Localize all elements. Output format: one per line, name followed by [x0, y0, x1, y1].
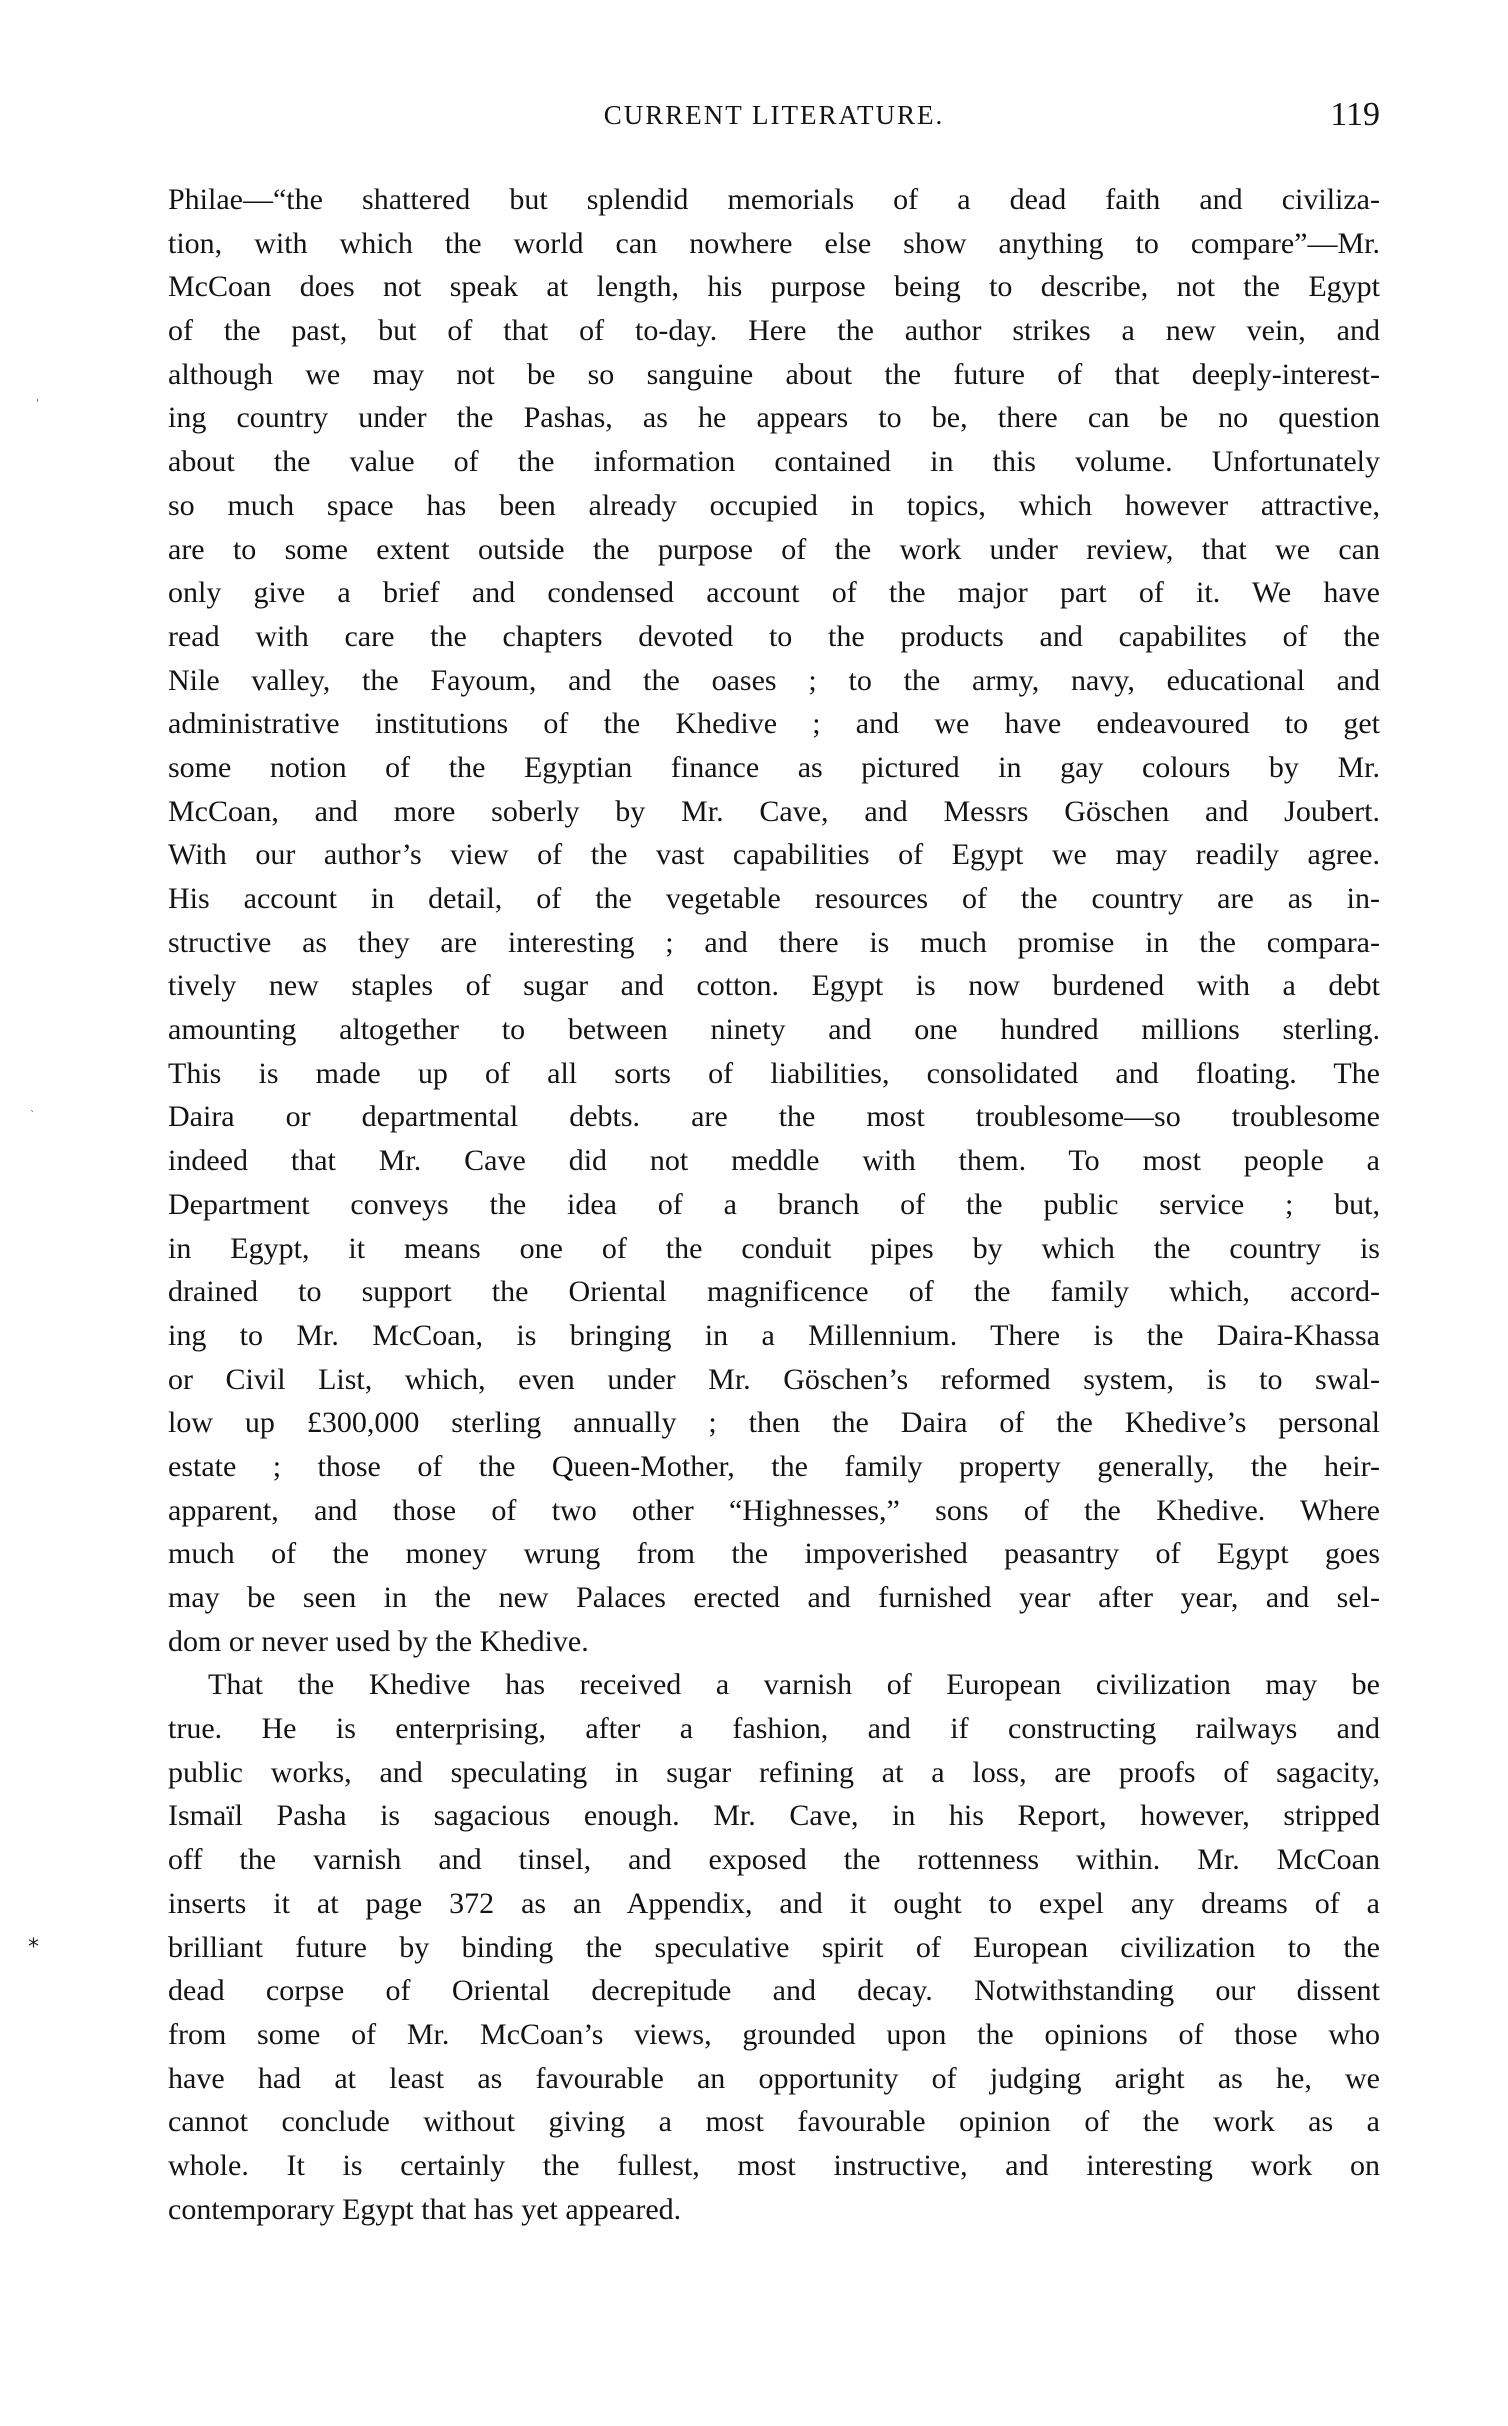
text-line: public works, and speculating in sugar refining at a loss, are proofs of sagacity,	[168, 1755, 1380, 1789]
text-line: apparent, and those of two other “Highnesses,” sons of the Khedive. Where	[168, 1493, 1380, 1527]
text-line: His account in detail, of the vegetable resources of the country are as in-	[168, 882, 1380, 915]
running-title: CURRENT LITERATURE.	[603, 100, 945, 130]
text-line: tion, with which the world can nowhere else show anything to compare”—Mr.	[168, 226, 1380, 260]
text-line: brilliant future by binding the speculative spirit of European civilization to the	[168, 1930, 1380, 1964]
text-line: administrative institutions of the Khedive ; and we have endeavoured to get	[168, 707, 1380, 741]
text-line: With our author’s view of the vast capabilities of Egypt we may readily agree.	[168, 838, 1380, 872]
text-line: dead corpse of Oriental decrepitude and decay. Notwithstanding our dissent	[168, 1974, 1380, 2008]
text-line: indeed that Mr. Cave did not meddle with them. To most people a	[168, 1144, 1380, 1178]
text-line: dom or never used by the Khedive.	[168, 1624, 589, 1658]
text-line: low up £300,000 sterling annually ; then the Daira of the Khedive’s personal	[168, 1406, 1380, 1440]
text-line: ing country under the Pashas, as he appears to be, there can be no question	[168, 401, 1380, 435]
text-line: ing to Mr. McCoan, is bringing in a Millennium. There is the Daira-Khassa	[168, 1318, 1380, 1352]
text-line: This is made up of all sorts of liabilities, consolidated and floating. The	[168, 1056, 1380, 1090]
text-line: true. He is enterprising, after a fashion, and if constructing railways and	[168, 1712, 1380, 1746]
text-line: Philae—“the shattered but splendid memorials of a dead faith and civiliza-	[168, 183, 1380, 216]
text-line: contemporary Egypt that has yet appeared.	[168, 2192, 682, 2226]
text-line: cannot conclude without giving a most favourable opinion of the work as a	[168, 2105, 1380, 2139]
text-line: Department conveys the idea of a branch of the public service ; but,	[168, 1187, 1380, 1221]
text-line: Ismaïl Pasha is sagacious enough. Mr. Cave, in his Report, however, stripped	[168, 1799, 1380, 1833]
paragraph	[168, 1663, 1380, 2231]
body-text	[168, 178, 1380, 2231]
text-line: whole. It is certainly the fullest, most instructive, and interesting work on	[168, 2148, 1380, 2182]
text-line: McCoan does not speak at length, his purpose being to describe, not the Egypt	[168, 270, 1380, 304]
text-line: Nile valley, the Fayoum, and the oases ; to the army, navy, educational and	[168, 663, 1380, 697]
text-line: have had at least as favourable an opportunity of judging aright as he, we	[168, 2061, 1380, 2095]
stray-ink-mark: '	[36, 398, 39, 409]
text-line: may be seen in the new Palaces erected and furnished year after year, and sel-	[168, 1581, 1380, 1614]
text-line: read with care the chapters devoted to the products and capabilites of the	[168, 619, 1380, 653]
text-line: much of the money wrung from the impoverished peasantry of Egypt goes	[168, 1537, 1380, 1571]
paragraph	[168, 178, 1380, 1663]
text-line: estate ; those of the Queen-Mother, the family property generally, the heir-	[168, 1449, 1380, 1483]
text-line: from some of Mr. McCoan’s views, grounded upon the opinions of those who	[168, 2017, 1380, 2051]
text-line: about the value of the information contained in this volume. Unfortunately	[168, 445, 1380, 479]
text-line: of the past, but of that of to-day. Here the author strikes a new vein, and	[168, 314, 1380, 348]
text-line: Daira or departmental debts. are the most troublesome—so troublesome	[168, 1100, 1380, 1134]
text-line: in Egypt, it means one of the conduit pipes by which the country is	[168, 1231, 1380, 1265]
text-line: some notion of the Egyptian finance as pictured in gay colours by Mr.	[168, 750, 1380, 784]
asterisk-mark: *	[28, 1935, 39, 1960]
running-header	[168, 96, 1380, 142]
text-line: tively new staples of sugar and cotton. Egypt is now burdened with a debt	[168, 969, 1380, 1003]
stray-ink-mark: `	[30, 1110, 35, 1121]
text-line: although we may not be so sanguine about the future of that deeply-interest-	[168, 357, 1380, 391]
text-line: only give a brief and condensed account of the major part of it. We have	[168, 576, 1380, 610]
text-line: so much space has been already occupied in topics, which however attractive,	[168, 488, 1380, 522]
text-line: drained to support the Oriental magnificence of the family which, accord-	[168, 1275, 1380, 1309]
text-line: amounting altogether to between ninety and one hundred millions sterling.	[168, 1013, 1380, 1047]
text-line: off the varnish and tinsel, and exposed the rottenness within. Mr. McCoan	[168, 1843, 1380, 1877]
page-number: 119	[1330, 96, 1380, 133]
text-line: are to some extent outside the purpose of the work under review, that we can	[168, 532, 1380, 566]
text-line: structive as they are interesting ; and there is much promise in the compara-	[168, 925, 1380, 959]
text-line: That the Khedive has received a varnish of European civilization may be	[208, 1668, 1380, 1702]
text-line: or Civil List, which, even under Mr. Göschen’s reformed system, is to swal-	[168, 1362, 1380, 1396]
text-line: inserts it at page 372 as an Appendix, and it ought to expel any dreams of a	[168, 1886, 1380, 1920]
text-line: McCoan, and more soberly by Mr. Cave, and Messrs Göschen and Joubert.	[168, 794, 1380, 828]
